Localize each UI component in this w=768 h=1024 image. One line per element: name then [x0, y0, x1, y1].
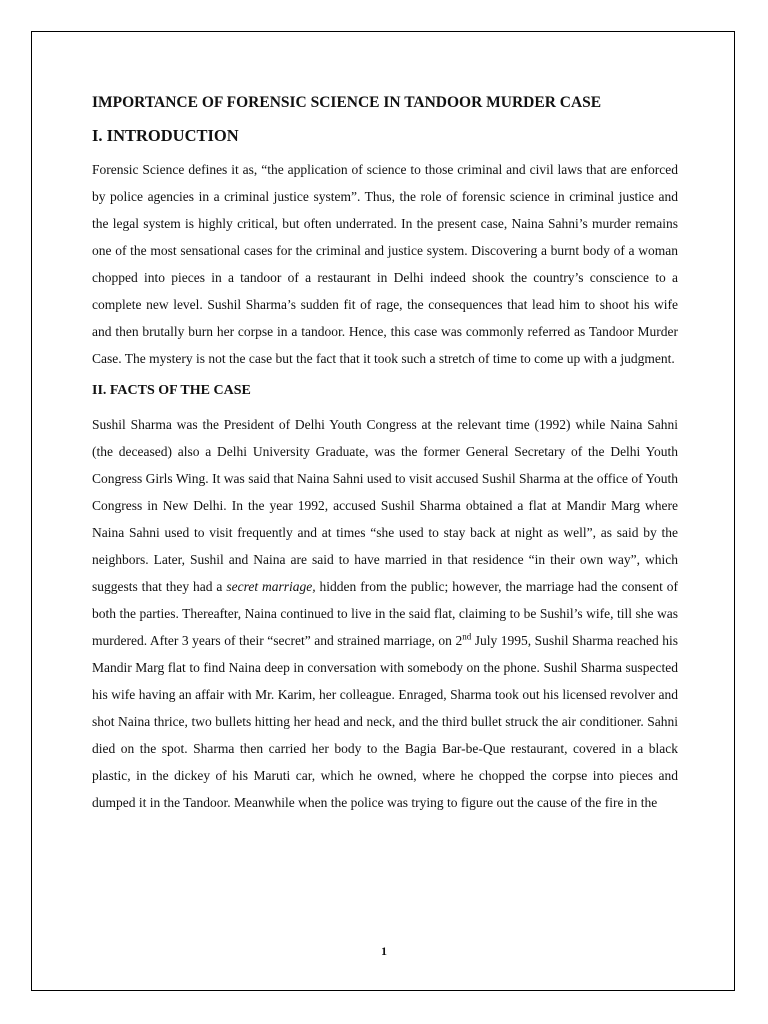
facts-text-part3: July 1995, Sushil Sharma reached his Mandir Marg flat to find Naina deep in conversation with somebody on the phone. Sushil Sharma suspected his wife having an affair with Mr. Karim, her colleague. Enraged, Sharma took out his licensed revolver and shot Naina thrice, two bullets hitting her head and neck, and the third bullet struck the air conditioner. Sahni died on the spot. Sharma then carried her body to the Bagia Bar-be-Que restaurant, covered in a black plastic, in the dickey of his Maruti car, which he owned, where he chopped the corpse into pieces and dumped it in the Tandoor. Meanwhile when the police was trying to figure out the cause of the fire in the — [92, 633, 678, 810]
document-title: IMPORTANCE OF FORENSIC SCIENCE IN TANDOOR MURDER CASE — [92, 94, 602, 111]
facts-text-part1: Sushil Sharma was the President of Delhi Youth Congress at the relevant time (1992) while Naina Sahni (the deceased) also a Delhi University Graduate, was the former General Secretary of the Delhi Youth Congress Girls Wing. It was said that Naina Sahni used to visit accused Sushil Sharma at the office of Youth Congress in New Delhi. In the year 1992, accused Sushil Sharma obtained a flat at Mandir Marg where Naina Sahni used to visit frequently and at times “she used to stay back at night as well”, as said by the neighbors. Later, Sushil and Naina are said to have married in that residence “in their own way”, which suggests that they had a — [92, 417, 678, 594]
section-heading-introduction: I. INTRODUCTION — [92, 126, 239, 145]
section-heading-facts: II. FACTS OF THE CASE — [92, 383, 251, 398]
facts-text-italic: secret marriage, — [226, 579, 316, 594]
facts-text-superscript: nd — [462, 631, 472, 642]
page-number: 1 — [381, 944, 387, 958]
facts-text-part2: hidden from the public; however, the marriage had the consent of both the parties. Thereafter, Naina continued to live in the said flat, claiming to be Sushil’s wife, till she was murdered. After 3 years of their “secret” and strained marriage, on 2 — [92, 579, 678, 648]
introduction-paragraph: Forensic Science defines it as, “the application of science to those criminal and civil laws that are enforced by police agencies in a criminal justice system”. Thus, the role of forensic science in criminal justice and the legal system is highly critical, but often underrated. In the present case, Naina Sahni’s murder remains one of the most sensational cases for the criminal and justice system. Discovering a burnt body of a woman chopped into pieces in a tandoor of a restaurant in Delhi indeed shook the country’s conscience to a complete new level. Sushil Sharma’s sudden fit of rage, the consequences that lead him to shoot his wife and then brutally burn her corpse in a tandoor. Hence, this case was commonly referred as Tandoor Murder Case. The mystery is not the case but the fact that it took such a stretch of time to come up with a judgment. — [92, 162, 678, 366]
document-body — [92, 94, 678, 827]
facts-paragraph — [92, 411, 678, 816]
